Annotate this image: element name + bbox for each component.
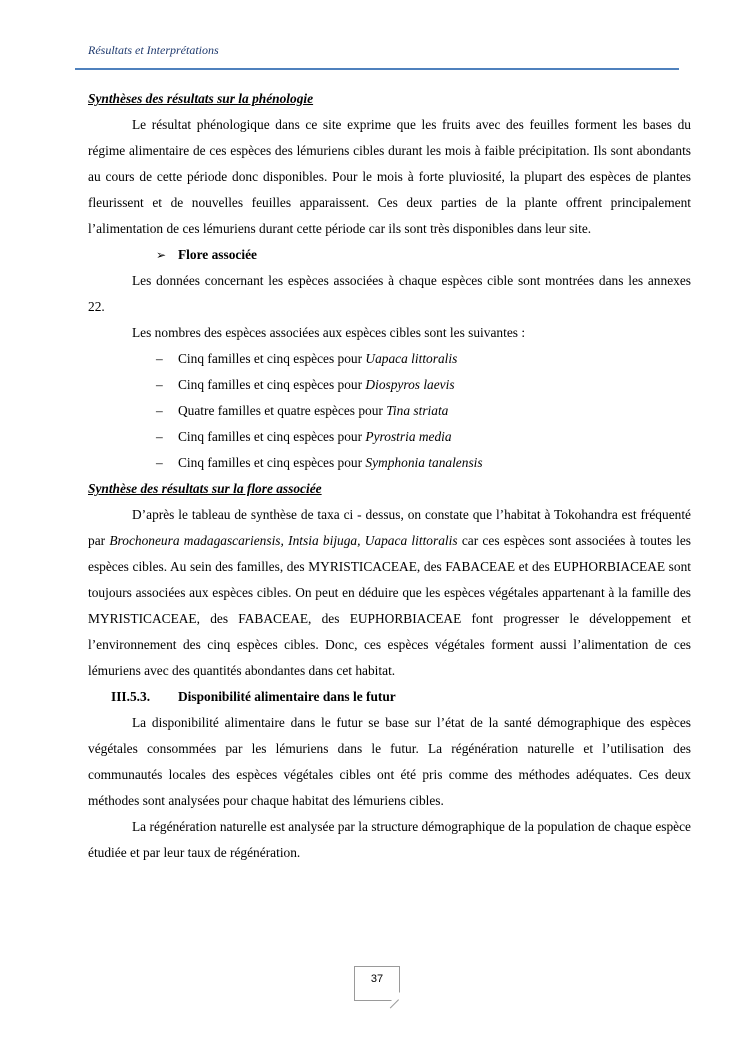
page-number: 37 <box>370 973 384 985</box>
header-rule <box>75 68 679 70</box>
list-item <box>88 346 691 372</box>
list-item-species: Diospyros laevis <box>365 377 455 392</box>
synthese-species: Brochoneura madagascariensis, Intsia bijuga, Uapaca littoralis <box>109 533 458 548</box>
list-item-text: Cinq familles et cinq espèces pour <box>178 429 366 444</box>
dash-icon: – <box>156 351 163 366</box>
synthese-part-1: D’après le tableau de synthèse de taxa ci - dessus, on constate que l’habitat à Tokohandra est fréquenté par <box>88 507 691 548</box>
synthese-flore-heading: Synthèse des résultats sur la flore associée <box>88 481 322 496</box>
list-item-text: Quatre familles et quatre espèces pour <box>178 403 387 418</box>
dash-icon: – <box>156 403 163 418</box>
synthese-flore-paragraph <box>88 502 691 684</box>
list-item-text: Cinq familles et cinq espèces pour <box>178 455 366 470</box>
list-item <box>88 424 691 450</box>
flore-bullet-heading <box>88 242 691 268</box>
dash-icon: – <box>156 455 163 470</box>
disponibilite-paragraph-1: La disponibilité alimentaire dans le futur se base sur l’état de la santé démographique des espèces végétales consommées par les lémuriens dans le futur. La régénération naturelle et l’utilisation des communautés locales des espèces végétales cibles ont été pris comme des méthodes adéquates. Ces deux méthodes sont analysées pour chaque habitat des lémuriens cibles. <box>88 715 691 808</box>
list-item-species: Symphonia tanalensis <box>365 455 483 470</box>
list-item <box>88 450 691 476</box>
arrow-bullet-icon: ➢ <box>156 248 167 262</box>
phenologie-heading: Synthèses des résultats sur la phénologie <box>88 91 314 106</box>
list-item-species: Tina striata <box>386 403 449 418</box>
flore-heading-label: Flore associée <box>178 247 257 262</box>
list-item-species: Uapaca littoralis <box>365 351 458 366</box>
page-content <box>88 86 691 866</box>
dash-icon: – <box>156 429 163 444</box>
list-item-text: Cinq familles et cinq espèces pour <box>178 377 366 392</box>
flore-paragraph-2: Les nombres des espèces associées aux espèces cibles sont les suivantes : <box>132 325 526 340</box>
section-number: III.5.3. <box>111 689 151 704</box>
list-item-text: Cinq familles et cinq espèces pour <box>178 351 366 366</box>
phenologie-paragraph: Le résultat phénologique dans ce site exprime que les fruits avec des feuilles forment les bases du régime alimentaire de ces espèces des lémuriens cibles durant les mois à faible précipitation. Ils sont abondants au cours de cette période donc disponibles. Pour le mois à forte pluviosité, la plupart des espèces de plantes fleurissent et de nouvelles feuilles apparaissent. Ces deux parties de la plante offrent principalement l’alimentation de ces lémuriens durant cette période car ils sont très disponibles dans leur site. <box>88 117 691 236</box>
flore-species-list <box>88 346 691 476</box>
header-title: Résultats et Interprétations <box>88 43 219 57</box>
list-item <box>88 372 691 398</box>
list-item-species: Pyrostria media <box>365 429 452 444</box>
flore-paragraph-1: Les données concernant les espèces associées à chaque espèces cible sont montrées dans les annexes 22. <box>88 273 691 314</box>
synthese-part-2: car ces espèces sont associées à toutes les espèces cibles. Au sein des familles, des MYRISTICACEAE, des FABACEAE et des EUPHORBIACEAE sont toujours associées aux espèces cibles. On peut en déduire que les espèces végétales appartenant à la famille des MYRISTICACEAE, des FABACEAE, des EUPHORBIACEAE font progresser le développement et l’environnement des cinq espèces cibles. Donc, ces espèces végétales forment aussi l’alimentation de ces lémuriens avec des quantités abondantes dans cet habitat. <box>88 533 691 678</box>
section-title: Disponibilité alimentaire dans le futur <box>178 689 396 704</box>
disponibilite-paragraph-2: La régénération naturelle est analysée par la structure démographique de la population de chaque espèce étudiée et par leur taux de régénération. <box>88 819 691 860</box>
list-item <box>88 398 691 424</box>
dash-icon: – <box>156 377 163 392</box>
section-heading-disponibilite <box>88 684 691 710</box>
page-number-box <box>354 966 400 1001</box>
